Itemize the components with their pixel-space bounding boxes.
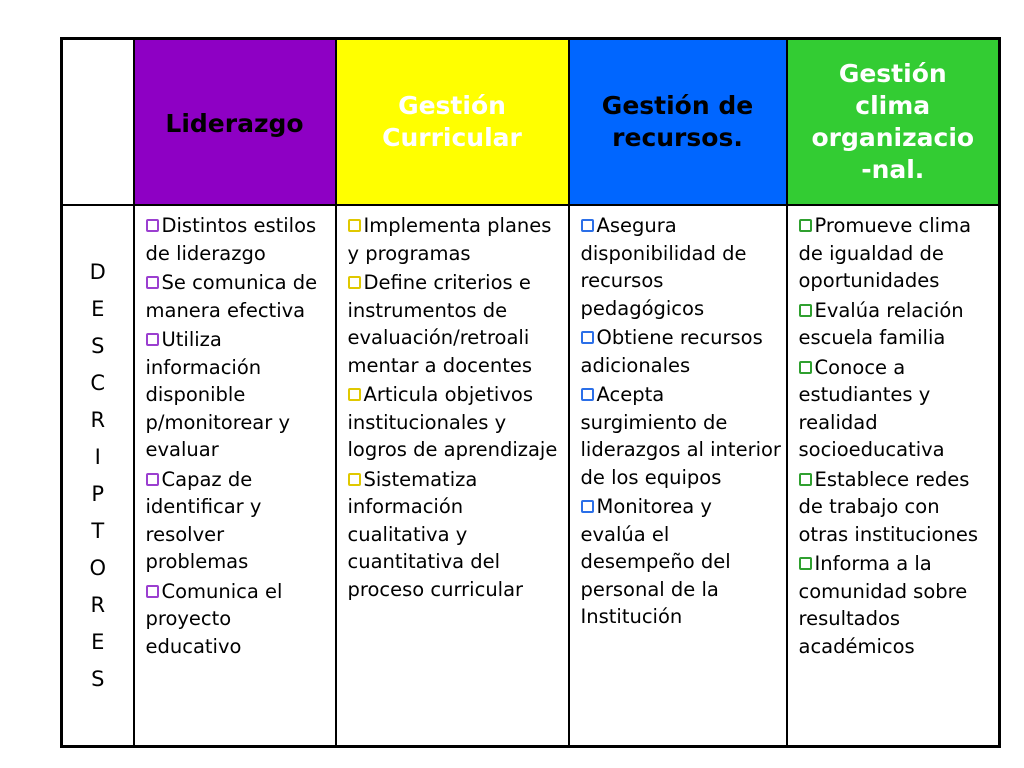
descriptor-text: Monitorea y evalúa el desempeño del personal de la Institución (580, 495, 731, 628)
descriptores-letter: R (90, 407, 106, 432)
square-bullet-icon (146, 585, 159, 598)
header-line: organizacio (811, 123, 975, 152)
header-line: Gestión (398, 91, 506, 120)
descriptores-letter: I (94, 444, 101, 469)
header-blank-cell (62, 39, 134, 206)
square-bullet-icon (348, 276, 361, 289)
header-line: Gestión de (601, 91, 754, 120)
descriptores-letter: E (91, 629, 105, 654)
header-gestion-recursos (569, 39, 787, 206)
clima-descriptors (787, 205, 1000, 747)
square-bullet-icon (799, 361, 812, 374)
header-line: Gestión (838, 59, 947, 88)
descriptor-item (146, 578, 331, 661)
descriptors-row (62, 205, 1000, 747)
square-bullet-icon (581, 388, 594, 401)
descriptor-item (799, 550, 995, 660)
square-bullet-icon (799, 219, 812, 232)
descriptores-label (62, 205, 134, 747)
descriptor-item (146, 212, 331, 267)
descriptor-text: Asegura disponibilidad de recursos pedagógicos (580, 214, 747, 320)
descriptor-item (799, 354, 995, 464)
descriptor-item (799, 466, 995, 549)
descriptores-letter: O (89, 555, 107, 580)
descriptor-item (581, 493, 782, 631)
descriptor-text: Sistematiza información cualitativa y cuantitativa del proceso curricular (347, 467, 524, 601)
header-gestion-clima (787, 39, 1000, 206)
descriptores-letter: E (91, 296, 105, 321)
square-bullet-icon (146, 276, 159, 289)
square-bullet-icon (581, 219, 594, 232)
header-line: -nal. (861, 155, 925, 184)
descriptores-letter: C (90, 370, 106, 395)
descriptor-item (146, 269, 331, 324)
header-liderazgo (134, 39, 336, 206)
descriptor-text: Distintos estilos de liderazgo (145, 214, 317, 265)
header-line: recursos. (612, 123, 743, 152)
descriptor-text: Se comunica de manera efectiva (145, 271, 318, 322)
square-bullet-icon (348, 219, 361, 232)
square-bullet-icon (799, 304, 812, 317)
descriptor-item (348, 381, 564, 464)
descriptor-item (581, 381, 782, 491)
descriptor-item (348, 466, 564, 604)
descriptor-item (799, 212, 995, 295)
descriptores-letter: D (89, 259, 106, 284)
descriptor-text: Implementa planes y programas (347, 214, 552, 265)
descriptor-item (581, 324, 782, 379)
descriptor-text: Acepta surgimiento de liderazgos al interior de los equipos (580, 383, 781, 489)
descriptor-text: Informa a la comunidad sobre resultados académicos (798, 552, 968, 658)
header-gestion-curricular (336, 39, 569, 206)
descriptor-text: Establece redes de trabajo con otras instituciones (798, 467, 978, 546)
descriptor-item (581, 212, 782, 322)
header-line: Liderazgo (165, 109, 304, 138)
descriptor-item (146, 326, 331, 464)
square-bullet-icon (581, 500, 594, 513)
descriptor-text: Obtiene recursos adicionales (580, 326, 763, 377)
management-table (60, 37, 1001, 748)
descriptor-text: Conoce a estudiantes y realidad socioeducativa (798, 355, 945, 461)
descriptores-letter: S (91, 666, 105, 691)
square-bullet-icon (581, 331, 594, 344)
descriptores-letters (63, 254, 133, 698)
descriptores-letter: S (91, 333, 105, 358)
square-bullet-icon (146, 219, 159, 232)
square-bullet-icon (146, 473, 159, 486)
descriptor-text: Comunica el proyecto educativo (145, 579, 283, 658)
header-line: Curricular (382, 123, 522, 152)
descriptores-letter: P (91, 481, 105, 506)
descriptor-text: Promueve clima de igualdad de oportunidades (798, 214, 972, 292)
descriptor-text: Utiliza información disponible p/monitorear y evaluar (145, 328, 291, 461)
square-bullet-icon (348, 473, 361, 486)
descriptor-item (799, 297, 995, 352)
descriptor-item (348, 269, 564, 379)
square-bullet-icon (799, 473, 812, 486)
square-bullet-icon (799, 557, 812, 570)
header-line: clima (855, 91, 931, 120)
square-bullet-icon (146, 333, 159, 346)
header-row (62, 39, 1000, 206)
descriptor-text: Evalúa relación escuela familia (798, 298, 964, 349)
recursos-descriptors (569, 205, 787, 747)
descriptores-letter: R (90, 592, 106, 617)
liderazgo-descriptors (134, 205, 336, 747)
descriptor-text: Articula objetivos institucionales y logros de aprendizaje (347, 383, 558, 461)
square-bullet-icon (348, 388, 361, 401)
curricular-descriptors (336, 205, 569, 747)
descriptor-item (348, 212, 564, 267)
descriptores-letter: T (91, 518, 105, 543)
descriptor-text: Capaz de identificar y resolver problemas (145, 467, 262, 573)
descriptor-text: Define criterios e instrumentos de evaluación/retroali mentar a docentes (347, 271, 532, 377)
descriptor-item (146, 466, 331, 576)
